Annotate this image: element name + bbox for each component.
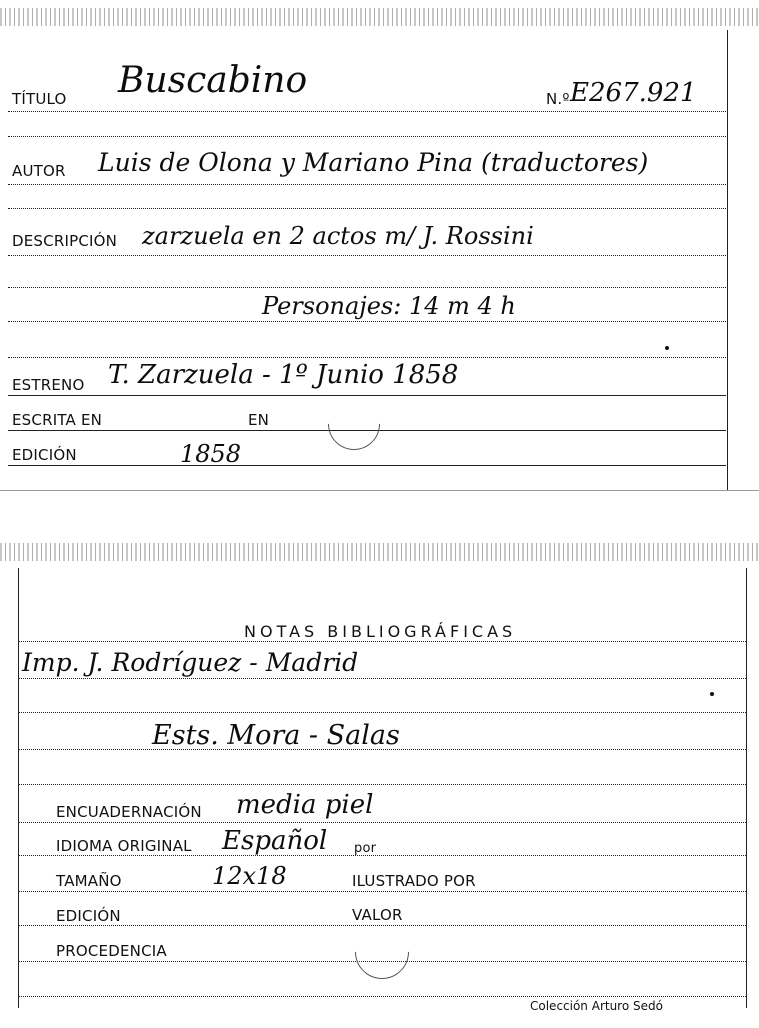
card-left-edge [18,568,19,1008]
edicion-label: EDICIÓN [12,446,77,464]
titulo-label: TÍTULO [12,90,67,108]
descripcion-value: zarzuela en 2 actos m/ J. Rossini [142,222,534,250]
estreno-value: T. Zarzuela - 1º Junio 1858 [108,360,459,390]
rule-n4 [18,749,746,750]
estreno-label: ESTRENO [12,376,85,394]
idioma-original-value: Español [222,826,328,856]
titulo-value: Buscabino [118,60,308,101]
rule-tamano [18,891,746,892]
idioma-original-label: IDIOMA ORIGINAL [56,837,192,855]
descripcion-value-2: Personajes: 14 m 4 h [262,292,516,320]
notas-bibliograficas-title: NOTAS BIBLIOGRÁFICAS [244,622,517,641]
tamano-label: TAMAÑO [56,872,122,890]
numero-label: N.º [546,90,570,108]
autor-value: Luis de Olona y Mariano Pina (traductores) [98,148,649,177]
por-label: por [354,841,377,856]
rule-enc [18,822,746,823]
encuadernacion-value: media piel [236,790,374,820]
procedencia-label: PROCEDENCIA [56,942,167,960]
ink-dot-2 [710,692,714,696]
rule-n1 [18,641,746,642]
edicion-value: 1858 [180,440,242,468]
rule-idioma [18,855,746,856]
edicion-2-label: EDICIÓN [56,907,121,925]
autor-label: AUTOR [12,162,66,180]
rule-n-last [18,996,746,997]
ilustrado-por-label: ILUSTRADO POR [352,872,476,890]
numero-value: E267.921 [570,78,697,108]
card-right-edge [746,568,747,1008]
rule-n2 [18,678,746,679]
descripcion-label: DESCRIPCIÓN [12,232,118,250]
collection-footer: Colección Arturo Sedó [530,999,663,1013]
note-line-1: Imp. J. Rodríguez - Madrid [22,648,359,677]
valor-label: VALOR [352,906,403,924]
rule-n3 [18,712,746,713]
tamano-value: 12x18 [212,862,287,890]
en-label: EN [248,411,270,429]
note-line-2: Ests. Mora - Salas [152,720,400,751]
encuadernacion-label: ENCUADERNACIÓN [56,803,202,821]
rule-n5 [18,784,746,785]
escrita-en-label: ESCRITA EN [12,411,103,429]
